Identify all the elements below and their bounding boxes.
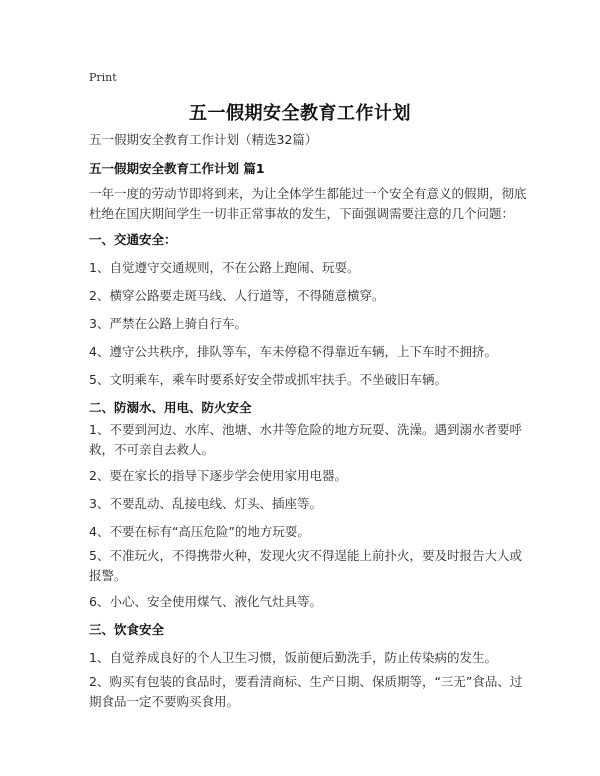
section-heading: 五一假期安全教育工作计划 篇1 [89,161,265,176]
section-1-item: 3、严禁在公路上骑自行车。 [89,316,247,331]
section-2-item: 6、小心、安全使用煤气、液化气灶具等。 [89,594,322,609]
section-2-item: 2、要在家长的指导下逐步学会使用家用电器。 [89,468,347,483]
section-1-item: 4、遵守公共秩序，排队等车，车未停稳不得靠近车辆，上下车时不拥挤。 [89,344,497,359]
section-3-heading: 三、饮食安全 [89,622,165,637]
intro-paragraph: 一年一度的劳动节即将到来，为让全体学生都能过一个安全有意义的假期，彻底杜绝在国庆期间学生一切非正常事故的发生，下面强调需要注意的几个问题： [89,186,527,221]
page-title: 五一假期安全教育工作计划 [189,103,411,124]
section-1-item: 5、文明乘车，乘车时要系好安全带或抓牢扶手。不坐破旧车辆。 [89,372,447,387]
section-1-item: 1、自觉遵守交通规则，不在公路上跑闹、玩耍。 [89,260,360,275]
print-label[interactable]: Print [89,71,117,84]
section-2-heading: 二、防溺水、用电、防火安全 [89,400,252,415]
section-2-item: 1、不要到河边、水库、池塘、水井等危险的地方玩耍、洗澡。遇到溺水者要呼救，不可亲自去救人。 [89,422,522,457]
section-1-item: 2、横穿公路要走斑马线、人行道等，不得随意横穿。 [89,288,385,303]
section-3-item: 2、购买有包装的食品时，要看清商标、生产日期、保质期等，“三无”食品、过期食品一定不要购买食用。 [89,674,523,709]
document-subtitle: 五一假期安全教育工作计划（精选32篇） [89,132,318,147]
section-2-item: 3、不要乱动、乱接电线、灯头、插座等。 [89,496,322,511]
section-2-item: 5、不准玩火，不得携带火种，发现火灾不得逞能上前扑火，要及时报告大人或报警。 [89,548,522,583]
section-1-heading: 一、交通安全： [89,232,177,247]
section-3-item: 1、自觉养成良好的个人卫生习惯，饭前便后勤洗手，防止传染病的发生。 [89,650,497,665]
section-2-item: 4、不要在标有“高压危险”的地方玩耍。 [89,524,310,539]
